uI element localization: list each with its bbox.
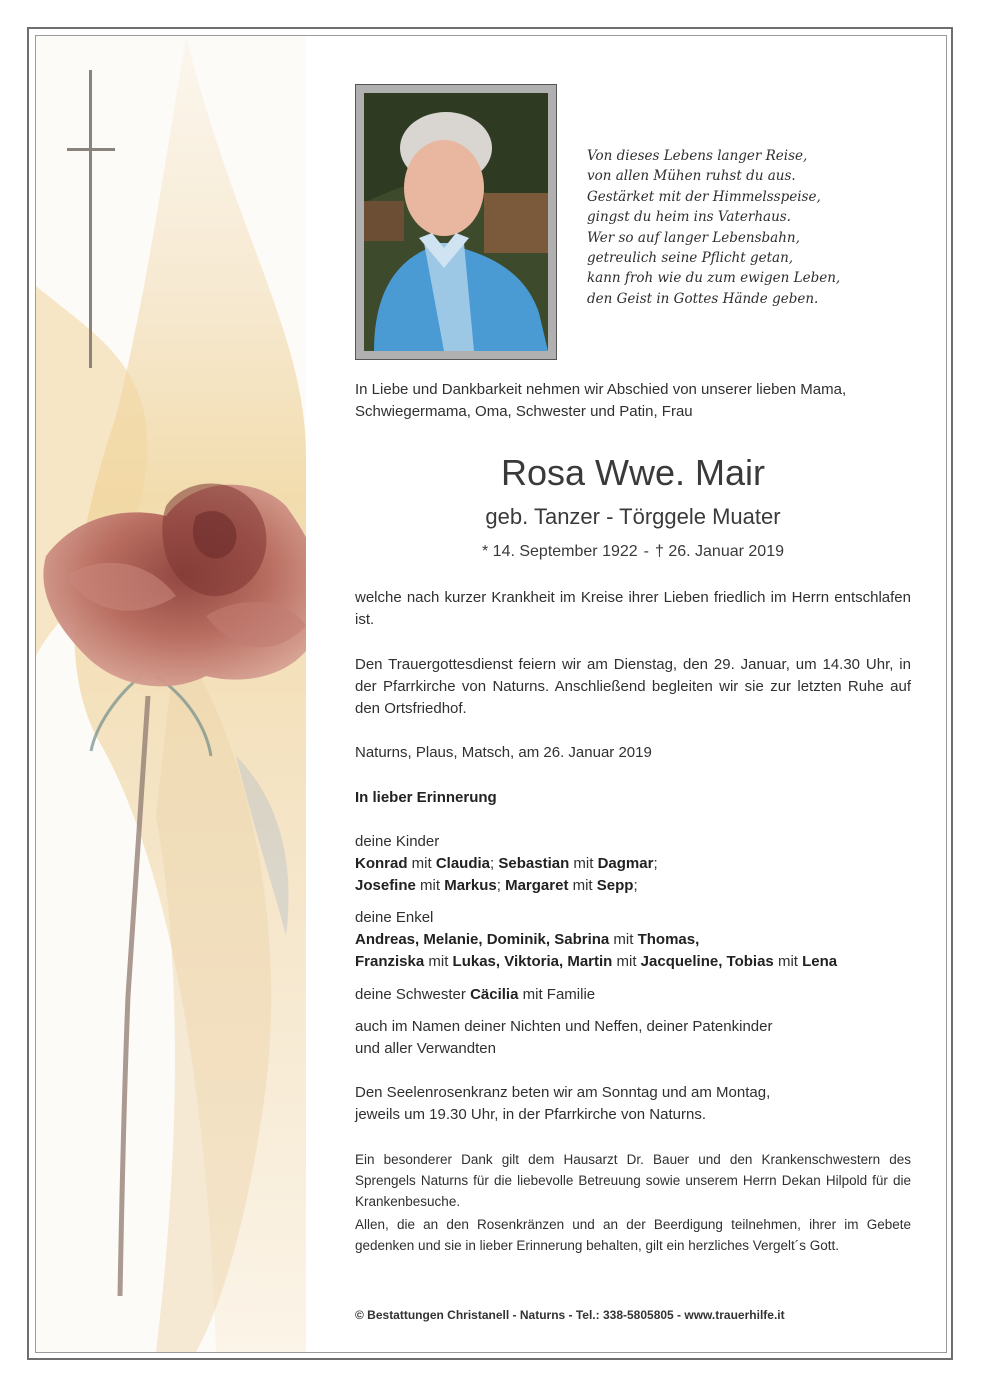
separator: ;	[653, 855, 658, 872]
name: Claudia	[435, 855, 491, 872]
sister-label: deine Schwester	[355, 986, 471, 1003]
rosary-line: Den Seelenrosenkranz beten wir am Sonntag und am Montag,	[355, 1084, 771, 1101]
grandchildren-line	[355, 951, 911, 973]
rosary-line: jeweils um 19.30 Uhr, in der Pfarrkirche von Naturns.	[355, 1106, 706, 1123]
children-label: deine Kinder	[355, 833, 440, 850]
poem-line: kann froh wie du zum ewigen Leben,	[587, 270, 841, 287]
relatives-line: und aller Verwandten	[355, 1040, 496, 1057]
thanks-all-paragraph: Allen, die an den Rosenkränzen und an der Beerdigung teilnehmen, ihrer im Gebete gedenken und sie in lieber Erinnerung behalten, gilt ein herzliches Vergelt´s Gott.	[355, 1217, 911, 1253]
watercolor-rose-image	[36, 36, 306, 1352]
name: Margaret	[505, 877, 569, 894]
poem	[587, 146, 907, 309]
name: Franziska	[355, 953, 425, 970]
name: Jacqueline, Tobias	[640, 953, 774, 970]
life-dates: * 14. September 1922 - † 26. Januar 2019	[482, 543, 784, 560]
separator: ;	[633, 877, 638, 894]
birth-name: geb. Tanzer - Törggele Muater	[485, 504, 781, 529]
separator: ;	[490, 855, 499, 872]
name: Markus	[444, 877, 497, 894]
connector: mit	[612, 953, 641, 970]
relatives-line: auch im Namen deiner Nichten und Neffen, deiner Patenkinder	[355, 1018, 773, 1035]
thanks-paragraph: Ein besonderer Dank gilt dem Hausarzt Dr. Bauer und den Krankenschwestern des Sprengels Naturns für die liebevolle Betreuung sowie unserem Herrn Dekan Hilpold für die Krankenbesuche.	[355, 1152, 911, 1209]
poem-line: den Geist in Gottes Hände geben.	[587, 290, 819, 307]
grandchildren-label: deine Enkel	[355, 909, 434, 926]
connector: mit	[407, 855, 436, 872]
children-line	[355, 853, 911, 875]
name: Andreas, Melanie, Dominik, Sabrina	[355, 931, 610, 948]
birth-date: * 14. September 1922	[482, 543, 638, 560]
deceased-name: Rosa Wwe. Mair	[500, 452, 766, 493]
separator: ;	[496, 877, 506, 894]
poem-line: Von dieses Lebens langer Reise,	[587, 148, 808, 164]
sister-name: Cäcilia	[470, 986, 519, 1003]
connector: mit	[569, 855, 598, 872]
grandchildren-block	[355, 907, 911, 973]
relatives-block	[355, 1016, 911, 1060]
connector: mit	[415, 877, 445, 894]
name: Sepp	[596, 877, 634, 894]
service-paragraph: Den Trauergottesdienst feiern wir am Dienstag, den 29. Januar, um 14.30 Uhr, in der Pfarrkirche von Naturns. Anschließend begleiten wir sie zur letzten Ruhe auf den Ortsfriedhof.	[355, 656, 911, 717]
passing-paragraph: welche nach kurzer Krankheit im Kreise ihrer Lieben friedlich im Herrn entschlafen ist.	[355, 589, 911, 628]
poem-line: gingst du heim ins Vaterhaus.	[587, 209, 791, 226]
connector: mit	[773, 953, 803, 970]
children-block	[355, 831, 911, 897]
name: Konrad	[355, 855, 408, 872]
poem-line: Wer so auf langer Lebensbahn,	[587, 229, 800, 246]
sister-suffix: mit Familie	[518, 986, 596, 1003]
cross-icon	[89, 70, 92, 368]
death-date: † 26. Januar 2019	[655, 543, 784, 560]
cross-icon-bar	[67, 148, 115, 151]
poem-line: Gestärket mit der Himmelsspeise,	[587, 188, 821, 205]
name: Dagmar	[597, 855, 654, 872]
name: Lukas, Viktoria, Martin	[452, 953, 613, 970]
poem-line: getreulich seine Pflicht getan,	[587, 250, 794, 267]
children-line	[355, 875, 911, 897]
connector: mit	[568, 877, 597, 894]
sister-line	[355, 984, 911, 1006]
name: Sebastian	[498, 855, 570, 872]
name: Thomas,	[637, 931, 700, 948]
footer: © Bestattungen Christanell - Naturns - Tel.: 338-5805805 - www.trauerhilfe.it	[355, 1308, 785, 1322]
intro-text: In Liebe und Dankbarkeit nehmen wir Abschied von unserer lieben Mama, Schwiegermama, Oma, Schwester und Patin, Frau	[355, 381, 847, 420]
connector: mit	[609, 931, 638, 948]
connector: mit	[424, 953, 453, 970]
memory-heading-text: In lieber Erinnerung	[355, 789, 497, 806]
memory-heading	[355, 787, 911, 809]
poem-line: von allen Mühen ruhst du aus.	[587, 168, 796, 185]
name: Lena	[802, 953, 838, 970]
name: Josefine	[355, 877, 416, 894]
rosary-block	[355, 1082, 911, 1126]
grandchildren-line	[355, 929, 911, 951]
portrait-photo	[364, 93, 548, 351]
place-date: Naturns, Plaus, Matsch, am 26. Januar 2019	[355, 744, 652, 761]
